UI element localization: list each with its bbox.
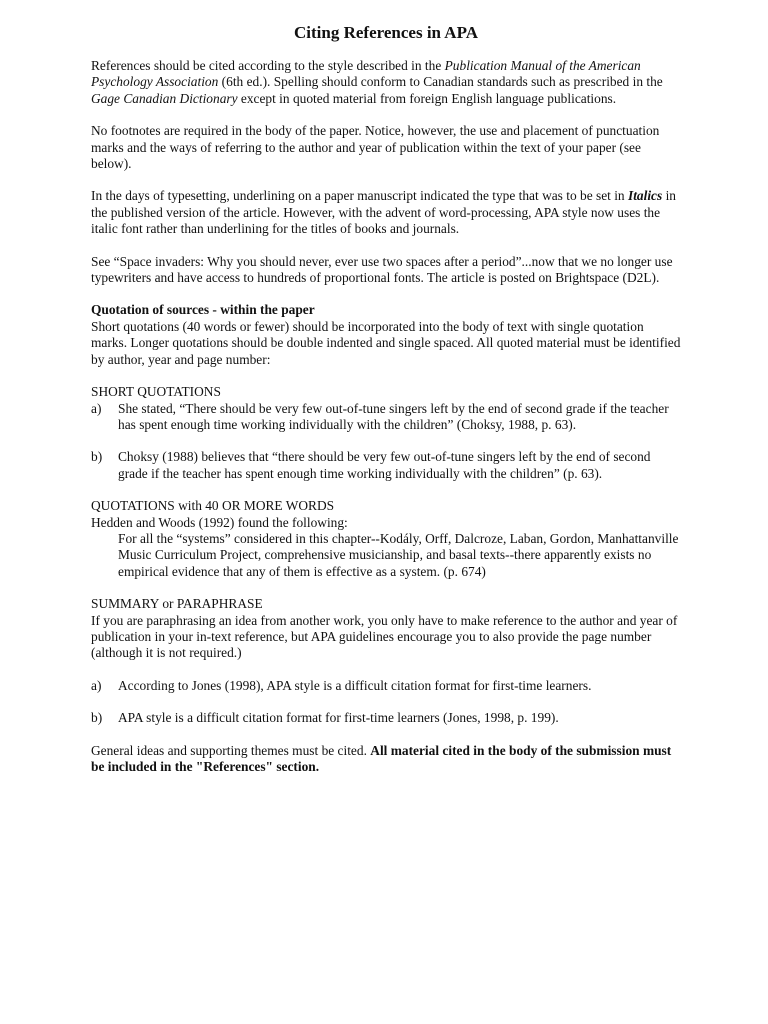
- list-marker: a): [91, 400, 102, 416]
- list-marker: a): [91, 677, 102, 693]
- summary-text: If you are paraphrasing an idea from another work, you only have to make reference to the author and year of publication in your in-text reference, but APA guidelines encourage you to also provide the page number (although it is not required.): [91, 612, 678, 661]
- block-quotation: For all the “systems” considered in this chapter--Kodály, Orff, Dalcroze, Laban, Gordon, Manhattanville Music Curriculum Project, comprehensive musicianship, and basal texts--there apparently exists no empirical evidence that any of them is effective as a system. (p. 674): [118, 530, 679, 579]
- list-marker: b): [91, 449, 103, 465]
- publication-manual-title: Publication Manual of the American Psychology Association: [91, 58, 641, 90]
- italics-word: Italics: [627, 188, 663, 204]
- short-quotations-heading: SHORT QUOTATIONS: [91, 384, 221, 400]
- long-quotations-section: [91, 498, 681, 580]
- short-quotations-section: [91, 384, 681, 498]
- list-item: [91, 449, 681, 482]
- long-quotation-lead: Hedden and Woods (1992) found the following:: [91, 514, 348, 530]
- quotation-heading: Quotation of sources - within the paper: [91, 302, 315, 318]
- closing-paragraph: General ideas and supporting themes must be cited. All material cited in the body of the submission must be included in the "References" section.: [91, 742, 672, 774]
- list-item: [91, 710, 681, 726]
- list-item-text: APA style is a difficult citation format for first-time learners (Jones, 1998, p. 199).: [118, 710, 559, 726]
- list-item: [91, 401, 681, 434]
- list-item: [91, 678, 681, 694]
- list-marker: b): [91, 710, 103, 726]
- document-page: [91, 22, 681, 791]
- summary-heading: SUMMARY or PARAPHRASE: [91, 596, 263, 612]
- intro-paragraph-1: References should be cited according to the style described in the Publication Manual of the American Psychology Association (6th ed.). Spelling should conform to Canadian standards such as prescribed in the Gage Canadian Dictionary except in quoted material from foreign English language publications.: [91, 58, 663, 106]
- page-title: Citing References in APA: [294, 23, 478, 42]
- list-item-text: According to Jones (1998), APA style is a difficult citation format for first-time learners.: [118, 677, 592, 693]
- summary-section: [91, 596, 681, 742]
- intro-paragraph-2: No footnotes are required in the body of the paper. Notice, however, the use and placement of punctuation marks and the ways of referring to the author and year of publication within the text of your paper (see below).: [91, 123, 660, 172]
- intro-paragraph-4: See “Space invaders: Why you should never, ever use two spaces after a period”...now that we no longer use typewriters and have access to hundreds of proportional fonts. The article is posted on Brightspace (D2L).: [91, 253, 673, 286]
- intro-paragraph-3: In the days of typesetting, underlining on a paper manuscript indicated the type that was to be set in Italics in the published version of the article. However, with the advent of word-processing, APA style now uses the italic font rather than underlining for the titles of books and journals.: [91, 188, 676, 237]
- long-quotations-heading: QUOTATIONS with 40 OR MORE WORDS: [91, 498, 335, 514]
- quotation-section: [91, 302, 681, 368]
- list-item-text: She stated, “There should be very few out-of-tune singers left by the end of second grade if the teacher has spent enough time working individually with the children” (Choksy, 1988, p. 63).: [118, 400, 669, 432]
- quotation-text: Short quotations (40 words or fewer) should be incorporated into the body of text with single quotation marks. Longer quotations should be double indented and single spaced. All quoted material must be identified by author, year and page number:: [91, 318, 681, 367]
- closing-emphasis: All material cited in the body of the submission must be included in the "References" section.: [91, 742, 672, 774]
- list-item-text: Choksy (1988) believes that “there should be very few out-of-tune singers left by the end of second grade if the teacher has spent enough time working individually with the children” (p. 63).: [118, 449, 651, 481]
- dictionary-title: Gage Canadian Dictionary: [91, 90, 238, 106]
